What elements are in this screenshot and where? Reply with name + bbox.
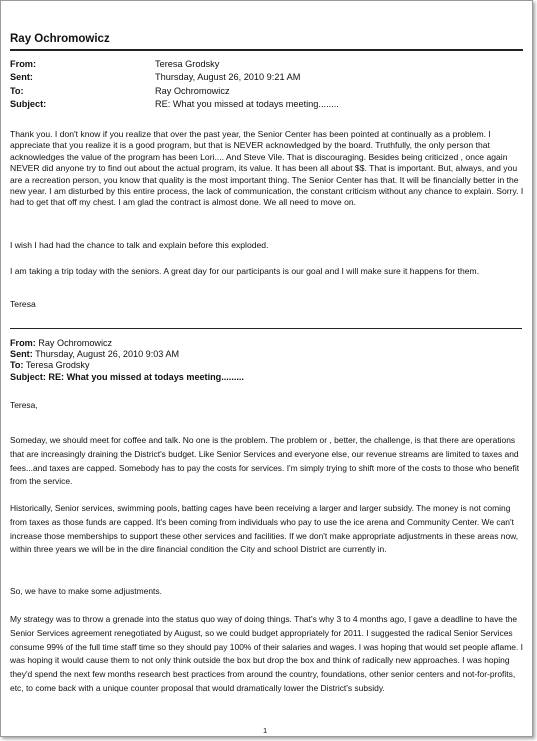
body-paragraph: I wish I had had the chance to talk and explain before this exploded. bbox=[10, 240, 269, 250]
quoted-to-value: Teresa Grodsky bbox=[25, 360, 90, 370]
quoted-subject-row bbox=[10, 372, 244, 384]
quoted-to-label: To: bbox=[10, 360, 24, 370]
quoted-from-value: Ray Ochromowicz bbox=[38, 338, 113, 348]
subject-value: RE: What you missed at todays meeting........ bbox=[155, 99, 339, 109]
quoted-from-row bbox=[10, 338, 112, 350]
quoted-sent-row bbox=[10, 349, 179, 361]
from-label: From: bbox=[10, 59, 37, 69]
quoted-subject-label: Subject: bbox=[10, 372, 46, 382]
to-value: Ray Ochromowicz bbox=[155, 86, 230, 96]
quoted-subject-value: RE: What you missed at todays meeting......... bbox=[48, 372, 244, 382]
body-paragraph: Historically, Senior services, swimming pools, batting cages have been receiving a larger and larger subsidy. The money is not coming from taxes as those funds are capped. It's been coming from individuals who pay to use the ice arena and Community Center. We can't increase those memberships to support these other services and facilities. If we don't make appropriate adjustments in these areas now, within three years we will be in the dire financial condition the City and school District are currently in. bbox=[10, 503, 519, 555]
sent-label: Sent: bbox=[10, 72, 33, 82]
from-value: Teresa Grodsky bbox=[155, 59, 220, 69]
quoted-divider bbox=[10, 328, 522, 329]
sender-display-name: Ray Ochromowicz bbox=[10, 33, 110, 45]
quoted-to-row bbox=[10, 360, 90, 372]
subject-label: Subject: bbox=[10, 99, 47, 109]
quoted-from-label: From: bbox=[10, 338, 36, 348]
quoted-sent-label: Sent: bbox=[10, 349, 33, 359]
quoted-sent-value: Thursday, August 26, 2010 9:03 AM bbox=[35, 349, 180, 359]
body-paragraph: My strategy was to throw a grenade into the status quo way of doing things. That's why 3 to 4 months ago, I gave a deadline to have the Senior Services agreement renegotiated by August, so we could budget appropriately for 2011. I suggested the radical Senior Services consume 99% of the full time staff time so they should pay 100% of their salaries and wages. I was hoping that would set people aflame. I was hoping it would cause them to not only think outside the box but drop the box and think of radically new approaches. I was hoping they'd spend the next few months research best practices from around the country, foundations, other senior centers and not-for-profits, etc, to come back with a unique counter proposal that would dramatically lower the District's subsidy. bbox=[10, 614, 523, 693]
signature: Teresa bbox=[10, 299, 36, 309]
body-paragraph: So, we have to make some adjustments. bbox=[10, 586, 162, 596]
body-paragraph: Teresa, bbox=[10, 400, 38, 410]
body-paragraph: Someday, we should meet for coffee and talk. No one is the problem. The problem or , better, the challenge, is that there are operations that are increasingly draining the District's budget. Like Senior Services and everyone else, our revenue streams are limited to taxes and fees...and taxes are capped. Somebody has to pay the costs for services. I'm simply trying to shift more of the costs to those who benefit from the service. bbox=[10, 435, 520, 487]
sent-value: Thursday, August 26, 2010 9:21 AM bbox=[155, 72, 301, 82]
body-paragraph: Thank you. I don't know if you realize that over the past year, the Senior Center has been pointed at continually as a problem. I appreciate that you realize it is a good program, but that is NEVER acknowledged by the board. Truthfully, the only person that acknowledges the value of the program has been Lori.... And Steve Vile. That is discouraging. Besides being criticized , once again NEVER did anyone try to find out about the actual program, its value. It has been all about $$. That is important. But, always, and you are a recreation person, you know that quality is the most important thing. The Senior Center has that. It will be financially better in the new year. I am disturbed by this entire process, the lack of communication, the constant criticism without any chance to explain. Sorry. I had to get that off my chest. I am glad the contract is almost done. We all need to move on. bbox=[10, 129, 524, 208]
body-paragraph: I am taking a trip today with the seniors. A great day for our participants is our goal and I will make sure it happens for them. bbox=[10, 266, 480, 276]
header-divider bbox=[10, 49, 523, 51]
page-number: 1 bbox=[263, 726, 268, 735]
to-label: To: bbox=[10, 86, 24, 96]
